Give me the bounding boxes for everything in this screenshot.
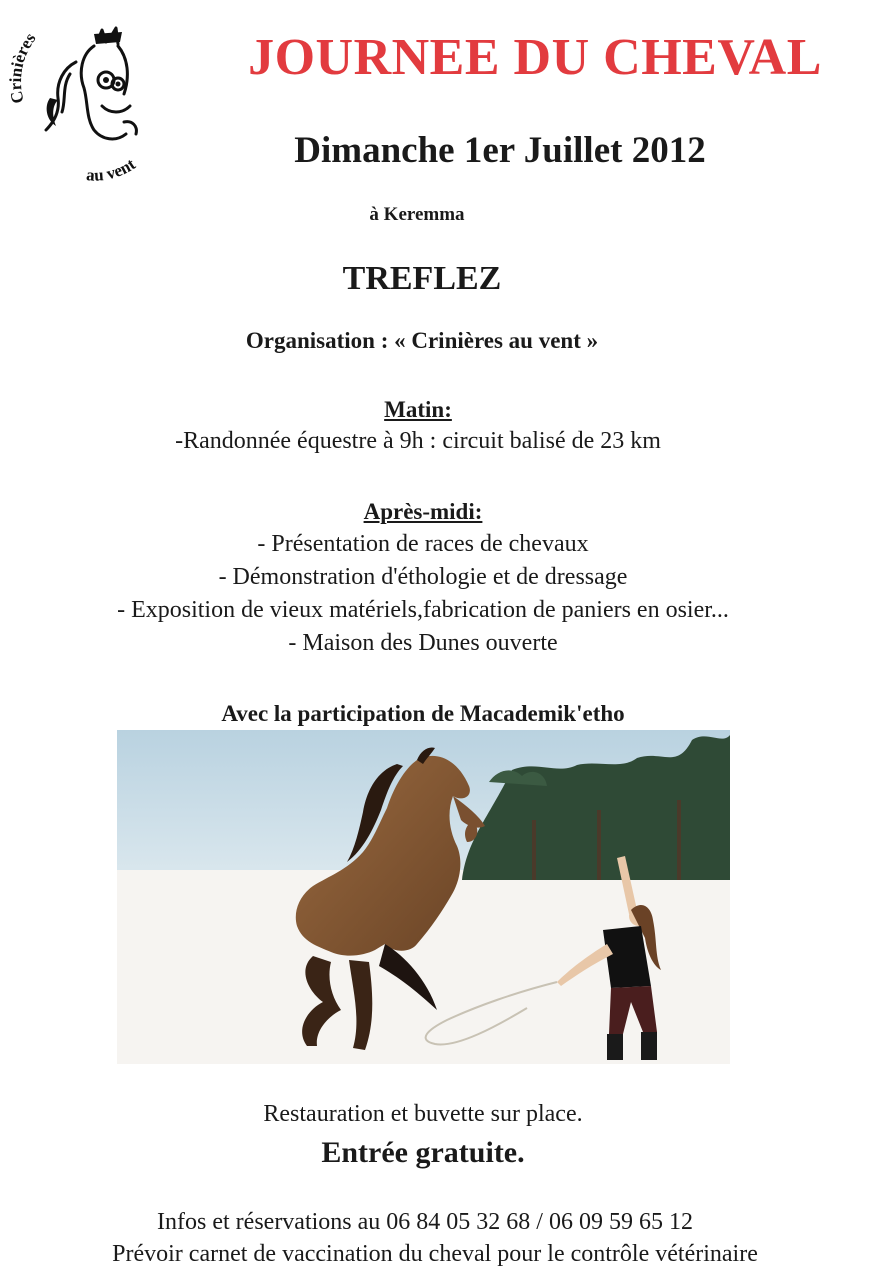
horse-head-logo-icon <box>6 2 176 182</box>
list-item: - Démonstration d'éthologie et de dressage <box>218 564 628 590</box>
event-location-prefix: à Keremma <box>369 204 465 225</box>
apres-midi-list <box>0 528 846 660</box>
participation-line: Avec la participation de Macademik'etho <box>221 701 625 726</box>
page-title: JOURNEE DU CHEVAL <box>248 29 822 86</box>
apres-midi-heading: Après-midi: <box>363 499 483 524</box>
matin-heading: Matin: <box>384 397 452 422</box>
vaccination-note: Prévoir carnet de vaccination du cheval pour le contrôle vétérinaire <box>112 1241 758 1267</box>
infos-reservations: Infos et réservations au 06 84 05 32 68 / 06 09 59 65 12 <box>157 1209 693 1235</box>
list-item: - Exposition de vieux matériels,fabrication de paniers en osier... <box>117 597 729 623</box>
logo-text-bottom: au vent <box>85 154 139 182</box>
matin-activity: -Randonnée équestre à 9h : circuit balisé de 23 km <box>175 428 661 454</box>
crinieres-au-vent-logo <box>6 2 176 182</box>
event-date: Dimanche 1er Juillet 2012 <box>294 130 706 171</box>
list-item: - Maison des Dunes ouverte <box>288 630 558 656</box>
organisation-line: Organisation : « Crinières au vent » <box>245 328 599 353</box>
restauration-line: Restauration et buvette sur place. <box>263 1101 583 1127</box>
horse-rearing-photo <box>117 730 730 1064</box>
entree-gratuite: Entrée gratuite. <box>321 1136 525 1169</box>
list-item: - Présentation de races de chevaux <box>257 531 589 557</box>
horse-rearing-illustration <box>117 730 730 1064</box>
logo-text-top: Crinières <box>6 29 40 106</box>
event-town: TREFLEZ <box>342 260 502 297</box>
